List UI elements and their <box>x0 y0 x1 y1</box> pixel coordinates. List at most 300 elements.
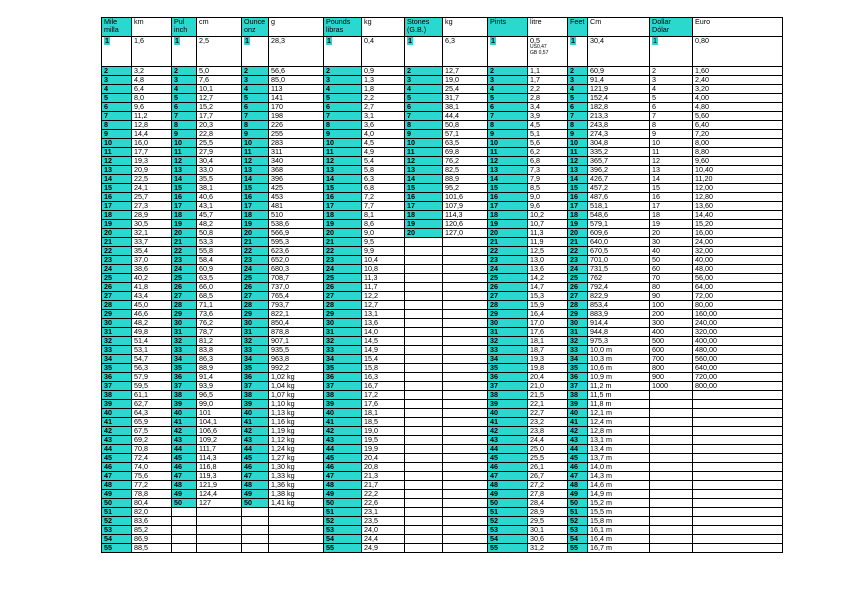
cell-stone <box>405 481 443 490</box>
cell-stone <box>405 526 443 535</box>
cell-kg: 19,9 <box>362 445 405 454</box>
cell-feet-cm: 11,8 m <box>588 400 650 409</box>
header-row <box>102 18 783 37</box>
cell-dollar <box>650 517 693 526</box>
cell-cm: 116,8 <box>197 463 242 472</box>
cell-feet-cm: 13,7 m <box>588 454 650 463</box>
cell-km: 80,4 <box>132 499 172 508</box>
cell-cm: 83,8 <box>197 346 242 355</box>
cell-dollar <box>650 472 693 481</box>
cell-mile: 25 <box>102 274 132 283</box>
cell-stone-kg <box>443 490 488 499</box>
cell-cm: 15,2 <box>197 103 242 112</box>
cell-mile: 41 <box>102 418 132 427</box>
table-row <box>102 274 783 283</box>
cell-g: 963,8 <box>269 355 324 364</box>
cell-stone: 12 <box>405 157 443 166</box>
cell-euro: 48,00 <box>693 265 783 274</box>
cell-km: 4,8 <box>132 76 172 85</box>
table-row <box>102 400 783 409</box>
cell-pound: 7 <box>324 112 362 121</box>
cell-feet-cm: 10,0 m <box>588 346 650 355</box>
cell-euro <box>693 400 783 409</box>
cell-litre: 4,5 <box>528 121 568 130</box>
cell-km: 25,7 <box>132 193 172 202</box>
cell-pint: 54 <box>488 535 528 544</box>
cell-litre: 11,9 <box>528 238 568 247</box>
cell-km: 35,4 <box>132 247 172 256</box>
cell-inch: 25 <box>172 274 197 283</box>
cell-pint: 27 <box>488 292 528 301</box>
cell-litre: 23,2 <box>528 418 568 427</box>
cell-euro: 11,20 <box>693 175 783 184</box>
table-row <box>102 256 783 265</box>
cell-euro: 7,20 <box>693 130 783 139</box>
cell-feet: 33 <box>568 346 588 355</box>
cell-litre: 10,2 <box>528 211 568 220</box>
cell-dollar: 6 <box>650 103 693 112</box>
cell-kg: 6,3 <box>362 175 405 184</box>
cell-g: 1,41 kg <box>269 499 324 508</box>
cell-km: 59,5 <box>132 382 172 391</box>
cell-ounce: 7 <box>242 112 269 121</box>
cell-pint: 47 <box>488 472 528 481</box>
cell-g: 425 <box>269 184 324 193</box>
cell-stone-1: 1 <box>405 37 443 67</box>
cell-stone <box>405 283 443 292</box>
cell-g: 311 <box>269 148 324 157</box>
cell-dollar: 90 <box>650 292 693 301</box>
cell-cm: 78,7 <box>197 328 242 337</box>
table-row <box>102 130 783 139</box>
cell-pound: 35 <box>324 364 362 373</box>
cell-feet: 45 <box>568 454 588 463</box>
cell-stone: 15 <box>405 184 443 193</box>
cell-feet-cm: 11,5 m <box>588 391 650 400</box>
cell-stone-kg: 31,7 <box>443 94 488 103</box>
header-kg: kg <box>362 18 405 37</box>
cell-mile: 29 <box>102 310 132 319</box>
cell-ounce: 31 <box>242 328 269 337</box>
cell-stone-kg <box>443 418 488 427</box>
table-row <box>102 544 783 553</box>
cell-feet: 41 <box>568 418 588 427</box>
cell-pint: 44 <box>488 445 528 454</box>
cell-stone-kg <box>443 337 488 346</box>
cell-cm: 12,7 <box>197 94 242 103</box>
cell-km: 74,0 <box>132 463 172 472</box>
cell-euro: 10,40 <box>693 166 783 175</box>
cell-kg: 22,2 <box>362 490 405 499</box>
cell-litre: 17,0 <box>528 319 568 328</box>
table-row <box>102 409 783 418</box>
cell-mile: 30 <box>102 319 132 328</box>
cell-mile: 32 <box>102 337 132 346</box>
cell-ounce: 28 <box>242 301 269 310</box>
cell-pound: 40 <box>324 409 362 418</box>
cell-feet-cm: 14,3 m <box>588 472 650 481</box>
cell-feet: 6 <box>568 103 588 112</box>
cell-dollar: 18 <box>650 211 693 220</box>
cell-stone-kg <box>443 238 488 247</box>
cell-cm: 71,1 <box>197 301 242 310</box>
cell-feet: 34 <box>568 355 588 364</box>
cell-cm: 22,8 <box>197 130 242 139</box>
cell-kg: 16,3 <box>362 373 405 382</box>
table-row <box>102 283 783 292</box>
cell-mile: 48 <box>102 481 132 490</box>
cell-pound: 25 <box>324 274 362 283</box>
cell-km: 88,5 <box>132 544 172 553</box>
cell-km: 72,4 <box>132 454 172 463</box>
cell-litre: 13,0 <box>528 256 568 265</box>
cell-ounce: 25 <box>242 274 269 283</box>
table-row <box>102 76 783 85</box>
table-row <box>102 94 783 103</box>
table-row <box>102 490 783 499</box>
cell-pound: 23 <box>324 256 362 265</box>
cell-km: 9,6 <box>132 103 172 112</box>
cell-pound: 8 <box>324 121 362 130</box>
cell-pint: 4 <box>488 85 528 94</box>
cell-kg: 21,3 <box>362 472 405 481</box>
cell-cm: 30,4 <box>197 157 242 166</box>
table-row <box>102 67 783 76</box>
cell-pint: 37 <box>488 382 528 391</box>
cell-euro: 4,00 <box>693 94 783 103</box>
cell-cm <box>197 544 242 553</box>
cell-dollar <box>650 535 693 544</box>
cell-ounce: 11 <box>242 148 269 157</box>
cell-kg: 2,7 <box>362 103 405 112</box>
cell-km: 62,7 <box>132 400 172 409</box>
table-row <box>102 265 783 274</box>
cell-cm: 17,7 <box>197 112 242 121</box>
cell-pound: 6 <box>324 103 362 112</box>
cell-cm: 53,3 <box>197 238 242 247</box>
table-row <box>102 454 783 463</box>
cell-stone-kg <box>443 355 488 364</box>
cell-stone <box>405 409 443 418</box>
cell-dollar <box>650 490 693 499</box>
cell-pint: 10 <box>488 139 528 148</box>
cell-g: 850,4 <box>269 319 324 328</box>
cell-pound: 37 <box>324 382 362 391</box>
cell-kg: 9,0 <box>362 229 405 238</box>
cell-mile: 27 <box>102 292 132 301</box>
cell-mile: 26 <box>102 283 132 292</box>
cell-litre: 22,7 <box>528 409 568 418</box>
cell-cm: 35,5 <box>197 175 242 184</box>
cell-pound: 52 <box>324 517 362 526</box>
cell-stone-kg <box>443 382 488 391</box>
cell-mile: 47 <box>102 472 132 481</box>
cell-litre: 14,2 <box>528 274 568 283</box>
cell-mile: 53 <box>102 526 132 535</box>
cell-euro: 1,60 <box>693 67 783 76</box>
cell-litre: 6,2 <box>528 148 568 157</box>
header-stones: Stones (G.B.) <box>405 18 443 37</box>
cell-litre: 30,6 <box>528 535 568 544</box>
cell-litre: 14,7 <box>528 283 568 292</box>
cell-litre: 30,1 <box>528 526 568 535</box>
cell-g: 198 <box>269 112 324 121</box>
cell-pound: 50 <box>324 499 362 508</box>
table-row <box>102 472 783 481</box>
cell-pound: 19 <box>324 220 362 229</box>
cell-kg: 8,6 <box>362 220 405 229</box>
cell-ounce: 44 <box>242 445 269 454</box>
cell-stone-kg: 88,9 <box>443 175 488 184</box>
cell-pound: 53 <box>324 526 362 535</box>
cell-km: 6,4 <box>132 85 172 94</box>
cell-euro <box>693 535 783 544</box>
cell-feet: 52 <box>568 517 588 526</box>
cell-cm: 86,3 <box>197 355 242 364</box>
cell-ounce: 48 <box>242 481 269 490</box>
cell-g: 907,1 <box>269 337 324 346</box>
cell-inch: 37 <box>172 382 197 391</box>
header-cm: cm <box>197 18 242 37</box>
table-row <box>102 85 783 94</box>
cell-pint: 33 <box>488 346 528 355</box>
cell-stone-kg <box>443 508 488 517</box>
cell-pint: 51 <box>488 508 528 517</box>
cell-kg-1: 0,4 <box>362 37 405 67</box>
cell-feet-cm: 640,0 <box>588 238 650 247</box>
table-row <box>102 184 783 193</box>
header-litre: litre <box>528 18 568 37</box>
cell-stone-kg <box>443 247 488 256</box>
cell-cm: 106,6 <box>197 427 242 436</box>
cell-pound: 26 <box>324 283 362 292</box>
cell-feet-cm: 12,1 m <box>588 409 650 418</box>
cell-km: 64,3 <box>132 409 172 418</box>
cell-euro: 640,00 <box>693 364 783 373</box>
cell-stone: 20 <box>405 229 443 238</box>
cell-dollar: 3 <box>650 76 693 85</box>
cell-euro <box>693 391 783 400</box>
cell-kg: 21,7 <box>362 481 405 490</box>
header-euro: Euro <box>693 18 783 37</box>
cell-kg: 11,3 <box>362 274 405 283</box>
cell-mile: 24 <box>102 265 132 274</box>
cell-dollar: 5 <box>650 94 693 103</box>
cell-km: 3,2 <box>132 67 172 76</box>
cell-ounce: 36 <box>242 373 269 382</box>
cell-inch: 39 <box>172 400 197 409</box>
cell-kg: 24,9 <box>362 544 405 553</box>
cell-stone <box>405 265 443 274</box>
cell-dollar <box>650 418 693 427</box>
cell-feet: 11 <box>568 148 588 157</box>
cell-kg: 5,8 <box>362 166 405 175</box>
cell-feet: 9 <box>568 130 588 139</box>
cell-inch: 33 <box>172 346 197 355</box>
cell-dollar: 300 <box>650 319 693 328</box>
cell-g: 141 <box>269 94 324 103</box>
cell-inch: 17 <box>172 202 197 211</box>
cell-ounce: 19 <box>242 220 269 229</box>
cell-mile: 38 <box>102 391 132 400</box>
cell-kg: 17,2 <box>362 391 405 400</box>
litre-value: 0,5 <box>530 36 540 45</box>
cell-feet: 47 <box>568 472 588 481</box>
cell-dollar: 40 <box>650 247 693 256</box>
cell-feet-cm: 396,2 <box>588 166 650 175</box>
cell-feet-cm: 609,6 <box>588 229 650 238</box>
cell-inch: 18 <box>172 211 197 220</box>
cell-pint: 24 <box>488 265 528 274</box>
cell-g: 708,7 <box>269 274 324 283</box>
cell-mile: 40 <box>102 409 132 418</box>
cell-kg: 8,1 <box>362 211 405 220</box>
cell-km: 16,0 <box>132 139 172 148</box>
cell-pint: 23 <box>488 256 528 265</box>
cell-stone <box>405 463 443 472</box>
cell-pound: 55 <box>324 544 362 553</box>
cell-mile: 14 <box>102 175 132 184</box>
cell-km: 82,0 <box>132 508 172 517</box>
cell-euro: 16,00 <box>693 229 783 238</box>
cell-kg: 12,7 <box>362 301 405 310</box>
cell-ounce: 10 <box>242 139 269 148</box>
cell-feet: 49 <box>568 490 588 499</box>
cell-ounce: 17 <box>242 202 269 211</box>
cell-mile: 5 <box>102 94 132 103</box>
cell-g: 368 <box>269 166 324 175</box>
cell-inch: 20 <box>172 229 197 238</box>
cell-g: 481 <box>269 202 324 211</box>
cell-stone: 13 <box>405 166 443 175</box>
cell-stone-kg: 50,8 <box>443 121 488 130</box>
cell-kg: 10,4 <box>362 256 405 265</box>
cell-litre: 21,5 <box>528 391 568 400</box>
cell-dollar: 15 <box>650 184 693 193</box>
cell-ounce: 18 <box>242 211 269 220</box>
cell-pint: 5 <box>488 94 528 103</box>
cell-ounce: 4 <box>242 85 269 94</box>
cell-stone-kg <box>443 544 488 553</box>
cell-litre: 2,2 <box>528 85 568 94</box>
cell-cm <box>197 535 242 544</box>
cell-feet-cm: 975,3 <box>588 337 650 346</box>
cell-mile: 21 <box>102 238 132 247</box>
cell-cm: 25,5 <box>197 139 242 148</box>
cell-dollar: 13 <box>650 166 693 175</box>
cell-cm: 58,4 <box>197 256 242 265</box>
cell-inch: 40 <box>172 409 197 418</box>
cell-mile: 19 <box>102 220 132 229</box>
cell-mile: 39 <box>102 400 132 409</box>
cell-km: 53,1 <box>132 346 172 355</box>
cell-g: 85,0 <box>269 76 324 85</box>
cell-inch: 42 <box>172 427 197 436</box>
cell-feet-cm: 579,1 <box>588 220 650 229</box>
cell-ounce: 45 <box>242 454 269 463</box>
cell-inch: 8 <box>172 121 197 130</box>
cell-stone-kg <box>443 292 488 301</box>
cell-stone-kg <box>443 517 488 526</box>
cell-feet-cm: 762 <box>588 274 650 283</box>
cell-cm: 73,6 <box>197 310 242 319</box>
cell-mile: 20 <box>102 229 132 238</box>
header-ounce: Ounce onz <box>242 18 269 37</box>
cell-dollar <box>650 427 693 436</box>
cell-feet: 46 <box>568 463 588 472</box>
cell-mile: 35 <box>102 364 132 373</box>
cell-cm: 68,5 <box>197 292 242 301</box>
cell-stone-kg <box>443 400 488 409</box>
cell-pound: 15 <box>324 184 362 193</box>
cell-stone-kg <box>443 463 488 472</box>
cell-stone <box>405 517 443 526</box>
cell-stone-kg <box>443 265 488 274</box>
cell-ounce <box>242 526 269 535</box>
cell-km: 30,5 <box>132 220 172 229</box>
cell-inch: 23 <box>172 256 197 265</box>
cell-mile: 52 <box>102 517 132 526</box>
cell-inch <box>172 526 197 535</box>
cell-feet-cm: 304,8 <box>588 139 650 148</box>
cell-euro: 800,00 <box>693 382 783 391</box>
cell-km: 43,4 <box>132 292 172 301</box>
cell-kg: 14,5 <box>362 337 405 346</box>
cell-feet-cm: 10,9 m <box>588 373 650 382</box>
cell-euro: 160,00 <box>693 310 783 319</box>
cell-feet-cm: 16,4 m <box>588 535 650 544</box>
cell-pound: 38 <box>324 391 362 400</box>
cell-euro: 4,80 <box>693 103 783 112</box>
cell-pound: 18 <box>324 211 362 220</box>
cell-stone: 8 <box>405 121 443 130</box>
cell-cm: 76,2 <box>197 319 242 328</box>
cell-feet-cm: 731,5 <box>588 265 650 274</box>
cell-inch-1: 1 <box>172 37 197 67</box>
cell-km: 46,6 <box>132 310 172 319</box>
cell-km: 57,9 <box>132 373 172 382</box>
cell-stone <box>405 238 443 247</box>
cell-mile: 16 <box>102 193 132 202</box>
cell-pound: 14 <box>324 175 362 184</box>
cell-stone-kg <box>443 445 488 454</box>
cell-km: 54,7 <box>132 355 172 364</box>
cell-dollar-1: 1 <box>650 37 693 67</box>
cell-dollar: 14 <box>650 175 693 184</box>
table-row <box>102 103 783 112</box>
cell-feet: 17 <box>568 202 588 211</box>
cell-ounce: 20 <box>242 229 269 238</box>
cell-litre: 15,3 <box>528 292 568 301</box>
cell-feet: 15 <box>568 184 588 193</box>
cell-euro <box>693 436 783 445</box>
table-row <box>102 292 783 301</box>
cell-mile: 28 <box>102 301 132 310</box>
conversion-table <box>101 17 783 553</box>
cell-dollar <box>650 463 693 472</box>
table-row <box>102 319 783 328</box>
cell-stone <box>405 472 443 481</box>
header-mile: Mile milla <box>102 18 132 37</box>
cell-feet: 3 <box>568 76 588 85</box>
cell-feet: 26 <box>568 283 588 292</box>
cell-stone-kg <box>443 427 488 436</box>
cell-cm: 60,9 <box>197 265 242 274</box>
cell-feet: 23 <box>568 256 588 265</box>
cell-km: 70,8 <box>132 445 172 454</box>
cell-cm: 81,2 <box>197 337 242 346</box>
cell-euro: 6,40 <box>693 121 783 130</box>
